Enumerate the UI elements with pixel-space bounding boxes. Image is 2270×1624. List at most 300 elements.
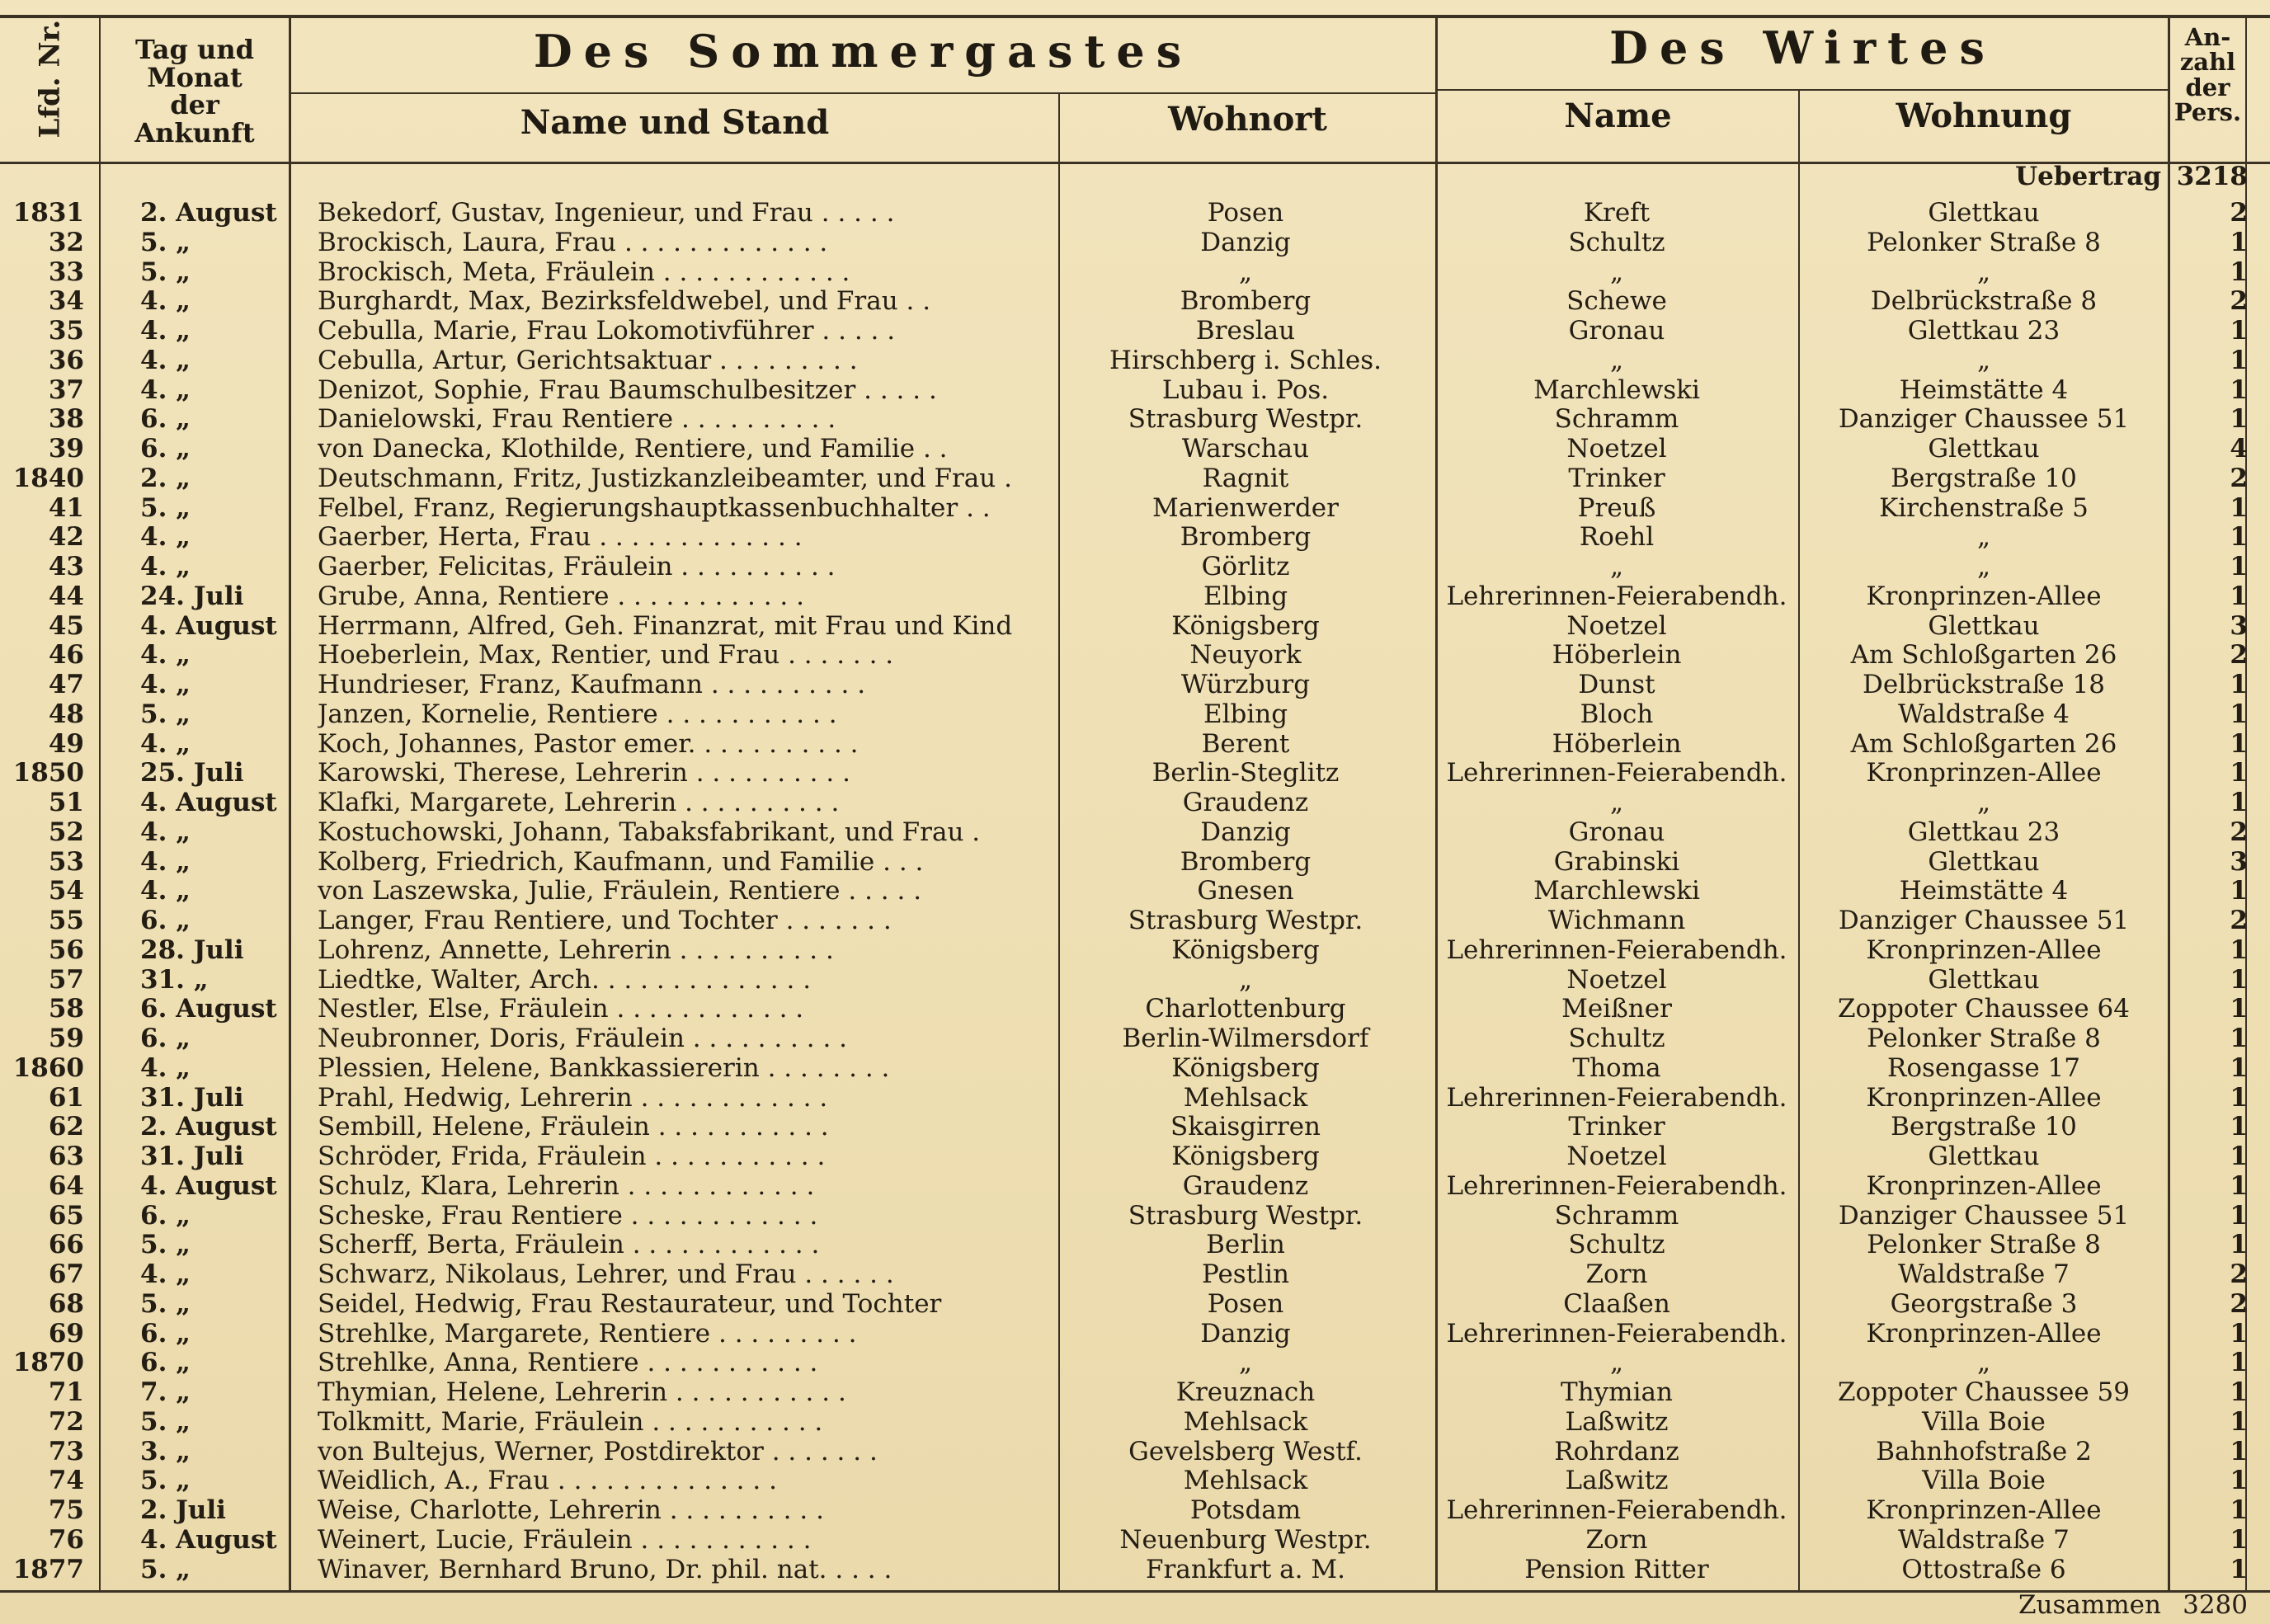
entry-number: 48 (48, 699, 84, 729)
person-count: 2 (2230, 198, 2248, 228)
host-name: Kreft (1583, 198, 1651, 228)
arrival-date: 4. „ (140, 286, 191, 317)
guest-name: Seidel, Hedwig, Frau Restaurateur, und Tochter (318, 1288, 942, 1319)
person-count: 2 (2230, 1259, 2248, 1289)
entry-number: 32 (48, 227, 84, 257)
arrival-date: 2. „ (140, 463, 191, 493)
person-count: 1 (2230, 1406, 2248, 1437)
person-count: 1 (2230, 1318, 2248, 1349)
person-count: 1 (2230, 1495, 2248, 1525)
table-row (0, 847, 2270, 877)
person-count: 1 (2230, 581, 2248, 611)
arrival-date: 2. Juli (140, 1495, 226, 1525)
host-name: Noetzel (1566, 434, 1667, 464)
guest-residence: „ (1238, 964, 1253, 995)
table-row (0, 670, 2270, 699)
host-address: Pelonker Straße 8 (1867, 1024, 2101, 1053)
host-name: Höberlein (1552, 640, 1682, 671)
header-anzahl-line-2: zahl (2179, 48, 2236, 77)
entry-number: 1840 (12, 463, 84, 493)
host-name: Meißner (1561, 994, 1672, 1024)
guest-residence: Bromberg (1180, 522, 1312, 553)
person-count: 1 (2230, 552, 2248, 581)
entry-number: 75 (48, 1495, 84, 1525)
host-address: Zoppoter Chaussee 59 (1838, 1377, 2130, 1407)
table-row (0, 876, 2270, 906)
guest-residence: Bromberg (1180, 846, 1312, 877)
host-address: Georgstraße 3 (1890, 1288, 2078, 1319)
host-address: „ (1976, 522, 1991, 553)
host-address: Pelonker Straße 8 (1867, 227, 2101, 257)
arrival-date: 4. „ (140, 670, 191, 699)
person-count: 1 (2230, 758, 2248, 788)
entry-number: 44 (48, 581, 84, 611)
guest-residence: Breslau (1195, 316, 1296, 346)
person-count: 1 (2230, 994, 2248, 1024)
guest-residence: Gevelsberg Westf. (1128, 1436, 1363, 1466)
host-name: Lehrerinnen-Feierabendh. (1446, 1170, 1787, 1201)
host-name: Lehrerinnen-Feierabendh. (1446, 581, 1787, 611)
guest-name: Neubronner, Doris, Fräulein . . . . . . . . . . (318, 1024, 848, 1053)
table-row (0, 198, 2270, 228)
guest-residence: Berlin-Wilmersdorf (1122, 1024, 1369, 1053)
guest-residence: Würzburg (1180, 670, 1311, 699)
guest-name: Danielowski, Frau Rentiere . . . . . . . . . . (318, 404, 836, 435)
entry-number: 41 (48, 492, 84, 523)
table-row (0, 935, 2270, 965)
guest-name: Prahl, Hedwig, Lehrerin . . . . . . . . . . . . (318, 1082, 828, 1113)
host-name: Schramm (1554, 404, 1679, 435)
header-tag-line-4: Ankunft (134, 116, 255, 148)
arrival-date: 4. „ (140, 522, 191, 553)
person-count: 1 (2230, 404, 2248, 435)
guest-residence: Neuyork (1189, 640, 1302, 671)
host-address: Heimstätte 4 (1899, 374, 2069, 405)
table-row (0, 788, 2270, 817)
guest-residence: Berlin (1206, 1230, 1285, 1260)
guest-residence: Elbing (1203, 581, 1288, 611)
person-count: 1 (2230, 1436, 2248, 1466)
arrival-date: 3. „ (140, 1436, 191, 1466)
host-address: Delbrückstraße 18 (1863, 670, 2105, 699)
arrival-date: 5. „ (140, 1230, 191, 1260)
header-anzahl (2170, 25, 2245, 125)
total-value: 3280 (2183, 1590, 2248, 1620)
table-row (0, 1053, 2270, 1083)
entry-number: 63 (48, 1142, 84, 1171)
entry-number: 58 (48, 994, 84, 1024)
entry-number: 74 (48, 1466, 84, 1496)
table-row (0, 1112, 2270, 1142)
table-row (0, 1495, 2270, 1525)
host-name: Thymian (1561, 1377, 1673, 1407)
guest-residence: Berlin-Steglitz (1151, 758, 1340, 788)
host-name: „ (1609, 345, 1624, 375)
entry-number: 42 (48, 522, 84, 553)
host-name: „ (1609, 257, 1624, 287)
entry-number: 39 (48, 434, 84, 464)
header-tag-line-1: Tag und (135, 34, 254, 65)
header-tag-line-2: Monat (147, 61, 243, 93)
host-address: Glettkau (1928, 610, 2040, 641)
table-row (0, 994, 2270, 1024)
top-rule (0, 15, 2270, 18)
entry-number: 73 (48, 1436, 84, 1466)
host-address: Bergstraße 10 (1891, 1112, 2077, 1142)
guest-residence: Danzig (1200, 227, 1291, 257)
table-row (0, 640, 2270, 670)
host-address: Glettkau (1928, 846, 2040, 877)
header-name-stand: Name und Stand (520, 103, 830, 142)
host-name: Preuß (1577, 492, 1656, 523)
guest-name: Grube, Anna, Rentiere . . . . . . . . . . . . (318, 581, 804, 611)
host-address: „ (1976, 1348, 1991, 1378)
arrival-date: 24. Juli (140, 581, 244, 611)
guest-name: von Laszewska, Julie, Fräulein, Rentiere . . . . . (318, 876, 922, 906)
host-address: Kronprinzen-Allee (1866, 758, 2102, 788)
guest-name: Koch, Johannes, Pastor emer. . . . . . . . . . . (318, 728, 859, 759)
host-name: „ (1609, 1348, 1624, 1378)
guest-name: Weinert, Lucie, Fräulein . . . . . . . . . . . (318, 1524, 812, 1555)
arrival-date: 4. „ (140, 1259, 191, 1289)
person-count: 3 (2230, 610, 2248, 641)
guest-name: Tolkmitt, Marie, Fräulein . . . . . . . . . . . (318, 1406, 823, 1437)
table-row (0, 1289, 2270, 1319)
arrival-date: 28. Juli (140, 934, 244, 965)
person-count: 1 (2230, 1052, 2248, 1083)
table-row (0, 965, 2270, 995)
arrival-date: 5. „ (140, 699, 191, 729)
arrival-date: 4. „ (140, 640, 191, 671)
host-name: Schultz (1568, 227, 1665, 257)
person-count: 1 (2230, 1554, 2248, 1584)
table-row (0, 1142, 2270, 1171)
host-address: Kronprinzen-Allee (1866, 581, 2102, 611)
entry-number: 52 (48, 817, 84, 847)
host-name: Zorn (1585, 1524, 1648, 1555)
person-count: 1 (2230, 670, 2248, 699)
table-row (0, 1407, 2270, 1437)
entry-number: 43 (48, 552, 84, 581)
guest-residence: Graudenz (1182, 1170, 1309, 1201)
host-name: Höberlein (1552, 728, 1682, 759)
host-address: Am Schloßgarten 26 (1850, 728, 2117, 759)
guest-name: Thymian, Helene, Lehrerin . . . . . . . . . . . (318, 1377, 846, 1407)
table-row (0, 404, 2270, 434)
table-row (0, 346, 2270, 375)
host-address: Kronprinzen-Allee (1866, 1082, 2102, 1113)
guest-name: Denizot, Sophie, Frau Baumschulbesitzer . . . . . (318, 374, 937, 405)
table-row (0, 257, 2270, 287)
table-row (0, 1259, 2270, 1289)
header-wirt: Des Wirtes (1609, 21, 1996, 74)
guest-name: Burghardt, Max, Bezirksfeldwebel, und Frau . . (318, 286, 931, 317)
arrival-date: 4. „ (140, 728, 191, 759)
host-address: Glettkau (1928, 1142, 2040, 1171)
host-address: „ (1976, 345, 1991, 375)
guest-residence: Berent (1201, 728, 1290, 759)
entry-number: 56 (48, 934, 84, 965)
host-name: Roehl (1579, 522, 1655, 553)
guest-residence: Graudenz (1182, 788, 1309, 817)
person-count: 3 (2230, 846, 2248, 877)
guest-residence: Königsberg (1171, 934, 1320, 965)
guest-name: Winaver, Bernhard Bruno, Dr. phil. nat. . . . . (318, 1554, 892, 1584)
guest-name: Sembill, Helene, Fräulein . . . . . . . . . . . (318, 1112, 829, 1142)
person-count: 1 (2230, 345, 2248, 375)
host-name: Lehrerinnen-Feierabendh. (1446, 1082, 1787, 1113)
arrival-date: 4. „ (140, 374, 191, 405)
host-name: „ (1609, 788, 1624, 817)
arrival-date: 4. „ (140, 876, 191, 906)
arrival-date: 6. „ (140, 1200, 191, 1231)
guest-residence: Pestlin (1202, 1259, 1289, 1289)
guest-name: Strehlke, Anna, Rentiere . . . . . . . . . . . (318, 1348, 818, 1378)
guest-name: Cebulla, Marie, Frau Lokomotivführer . . . . . (318, 316, 896, 346)
table-row (0, 1230, 2270, 1259)
entry-number: 36 (48, 345, 84, 375)
guest-name: von Bultejus, Werner, Postdirektor . . . . . . . (318, 1436, 878, 1466)
arrival-date: 31. Juli (140, 1142, 244, 1171)
header-anzahl-line-1: An- (2184, 23, 2231, 51)
arrival-date: 5. „ (140, 227, 191, 257)
guest-name: Weise, Charlotte, Lehrerin . . . . . . . . . . (318, 1495, 824, 1525)
guest-residence: Warschau (1181, 434, 1310, 464)
person-count: 1 (2230, 1348, 2248, 1378)
entry-number: 46 (48, 640, 84, 671)
guest-residence: Strasburg Westpr. (1128, 906, 1363, 935)
host-name: „ (1609, 552, 1624, 581)
guest-residence: Marienwerder (1152, 492, 1339, 523)
table-row (0, 1083, 2270, 1113)
host-name: Trinker (1568, 463, 1665, 493)
host-address: Bergstraße 10 (1891, 463, 2077, 493)
guest-name: Gaerber, Herta, Frau . . . . . . . . . . . . . (318, 522, 803, 553)
person-count: 2 (2230, 817, 2248, 847)
entry-number: 57 (48, 964, 84, 995)
host-name: Schramm (1554, 1200, 1679, 1231)
table-row (0, 316, 2270, 346)
arrival-date: 5. „ (140, 257, 191, 287)
entry-number: 37 (48, 374, 84, 405)
host-name: Pension Ritter (1524, 1554, 1709, 1584)
guest-residence: Danzig (1200, 1318, 1291, 1349)
table-row (0, 375, 2270, 405)
guest-residence: Lubau i. Pos. (1161, 374, 1330, 405)
host-name: Marchlewski (1533, 374, 1700, 405)
host-name: Noetzel (1566, 964, 1667, 995)
guest-residence: Neuenburg Westpr. (1119, 1524, 1372, 1555)
host-name: Lehrerinnen-Feierabendh. (1446, 934, 1787, 965)
person-count: 1 (2230, 964, 2248, 995)
host-name: Lehrerinnen-Feierabendh. (1446, 1495, 1787, 1525)
guest-name: Hoeberlein, Max, Rentier, und Frau . . . . . . . (318, 640, 894, 671)
host-name: Zorn (1585, 1259, 1648, 1289)
person-count: 1 (2230, 1524, 2248, 1555)
table-row (0, 1377, 2270, 1407)
arrival-date: 4. „ (140, 846, 191, 877)
table-row (0, 817, 2270, 847)
guest-name: Hundrieser, Franz, Kaufmann . . . . . . . . . . (318, 670, 866, 699)
guest-residence: „ (1238, 257, 1253, 287)
entry-number: 1831 (12, 198, 84, 228)
person-count: 2 (2230, 640, 2248, 671)
guest-name: Scheske, Frau Rentiere . . . . . . . . . . . . (318, 1200, 818, 1231)
table-row (0, 1348, 2270, 1377)
guest-name: Plessien, Helene, Bankkassiererin . . . . . . . . (318, 1052, 890, 1083)
host-name: Grabinski (1553, 846, 1680, 877)
host-address: Ottostraße 6 (1901, 1554, 2066, 1584)
guest-name: Klafki, Margarete, Lehrerin . . . . . . . . . . (318, 788, 840, 817)
arrival-date: 6. „ (140, 1318, 191, 1349)
host-name: Bloch (1580, 699, 1654, 729)
host-address: Glettkau (1928, 434, 2040, 464)
host-address: Waldstraße 7 (1898, 1524, 2070, 1555)
guest-name: Liedtke, Walter, Arch. . . . . . . . . . . . . . (318, 964, 812, 995)
arrival-date: 25. Juli (140, 758, 244, 788)
guest-name: Schröder, Frida, Fräulein . . . . . . . . . . . (318, 1142, 826, 1171)
entry-number: 68 (48, 1288, 84, 1319)
arrival-date: 31. „ (140, 964, 209, 995)
host-name: Lehrerinnen-Feierabendh. (1446, 1318, 1787, 1349)
entry-number: 51 (48, 788, 84, 817)
guest-name: Weidlich, A., Frau . . . . . . . . . . . . . . (318, 1466, 777, 1496)
subheader-rule-right (1435, 89, 2169, 91)
entry-number: 49 (48, 728, 84, 759)
arrival-date: 4. „ (140, 817, 191, 847)
arrival-date: 2. August (140, 198, 277, 228)
arrival-date: 6. „ (140, 1348, 191, 1378)
host-address: Delbrückstraße 8 (1870, 286, 2098, 317)
arrival-date: 6. „ (140, 906, 191, 935)
guest-residence: Königsberg (1171, 1052, 1320, 1083)
host-address: Rosengasse 17 (1886, 1052, 2080, 1083)
host-address: Glettkau 23 (1907, 817, 2060, 847)
guest-name: Nestler, Else, Fräulein . . . . . . . . . . . . (318, 994, 804, 1024)
guest-residence: Bromberg (1180, 286, 1312, 317)
entry-number: 66 (48, 1230, 84, 1260)
arrival-date: 5. „ (140, 1466, 191, 1496)
entry-number: 35 (48, 316, 84, 346)
table-row (0, 1024, 2270, 1053)
guest-residence: Ragnit (1202, 463, 1289, 493)
entry-number: 64 (48, 1170, 84, 1201)
host-name: Gronau (1568, 817, 1665, 847)
host-name: Trinker (1568, 1112, 1665, 1142)
person-count: 1 (2230, 227, 2248, 257)
guest-residence: Görlitz (1201, 552, 1290, 581)
arrival-date: 4. August (140, 1170, 277, 1201)
guest-residence: Königsberg (1171, 1142, 1320, 1171)
table-row (0, 581, 2270, 611)
person-count: 1 (2230, 257, 2248, 287)
header-anzahl-line-4: Pers. (2173, 98, 2242, 127)
arrival-date: 2. August (140, 1112, 277, 1142)
guest-residence: Gnesen (1197, 876, 1294, 906)
host-address: Danziger Chaussee 51 (1838, 404, 2130, 435)
table-row (0, 434, 2270, 464)
host-name: Dunst (1578, 670, 1655, 699)
guest-name: Kostuchowski, Johann, Tabaksfabrikant, und Frau . (318, 817, 981, 847)
person-count: 1 (2230, 492, 2248, 523)
header-bottom-rule (0, 162, 2270, 164)
guest-name: Schwarz, Nikolaus, Lehrer, und Frau . . . . . . (318, 1259, 894, 1289)
entry-number: 38 (48, 404, 84, 435)
entry-number: 55 (48, 906, 84, 935)
arrival-date: 31. Juli (140, 1082, 244, 1113)
host-name: Marchlewski (1533, 876, 1700, 906)
host-address: „ (1976, 257, 1991, 287)
host-name: Laßwitz (1565, 1466, 1669, 1496)
arrival-date: 5. „ (140, 1554, 191, 1584)
guest-name: Lohrenz, Annette, Lehrerin . . . . . . . . . . (318, 934, 834, 965)
host-address: Kronprinzen-Allee (1866, 1318, 2102, 1349)
person-count: 1 (2230, 1024, 2248, 1053)
entry-number: 62 (48, 1112, 84, 1142)
table-row (0, 1171, 2270, 1201)
arrival-date: 7. „ (140, 1377, 191, 1407)
guest-residence: Königsberg (1171, 610, 1320, 641)
guest-residence: Mehlsack (1183, 1406, 1308, 1437)
guest-residence: Skaisgirren (1170, 1112, 1321, 1142)
guest-name: Herrmann, Alfred, Geh. Finanzrat, mit Frau und Kind (318, 610, 1013, 641)
table-row (0, 228, 2270, 257)
guest-name: Felbel, Franz, Regierungshauptkassenbuchhalter . . (318, 492, 991, 523)
entry-number: 1860 (12, 1052, 84, 1083)
guest-name: Scherff, Berta, Fräulein . . . . . . . . . . . . (318, 1230, 820, 1260)
guest-residence: Mehlsack (1183, 1082, 1308, 1113)
arrival-date: 6. „ (140, 434, 191, 464)
arrival-date: 5. „ (140, 492, 191, 523)
guest-residence: Hirschberg i. Schles. (1109, 345, 1382, 375)
entry-number: 1877 (12, 1554, 84, 1584)
guest-name: von Danecka, Klothilde, Rentiere, und Familie . . (318, 434, 948, 464)
guest-residence: Frankfurt a. M. (1146, 1554, 1345, 1584)
entry-number: 72 (48, 1406, 84, 1437)
host-address: Heimstätte 4 (1899, 876, 2069, 906)
header-sommergast: Des Sommergastes (533, 25, 1194, 78)
host-name: Wichmann (1547, 906, 1686, 935)
person-count: 1 (2230, 374, 2248, 405)
host-name: Gronau (1568, 316, 1665, 346)
table-row (0, 758, 2270, 788)
guest-residence: Elbing (1203, 699, 1288, 729)
subheader-rule-left (289, 92, 1435, 94)
entry-number: 71 (48, 1377, 84, 1407)
host-address: Am Schloßgarten 26 (1850, 640, 2117, 671)
person-count: 2 (2230, 463, 2248, 493)
arrival-date: 5. „ (140, 1288, 191, 1319)
host-name: Claaßen (1563, 1288, 1670, 1319)
table-row (0, 1437, 2270, 1466)
uebertrag-label: Uebertrag (2015, 162, 2161, 191)
person-count: 1 (2230, 522, 2248, 553)
entry-number: 47 (48, 670, 84, 699)
entry-number: 53 (48, 846, 84, 877)
arrival-date: 4. August (140, 610, 277, 641)
guest-residence: Mehlsack (1183, 1466, 1308, 1496)
host-address: Glettkau 23 (1907, 316, 2060, 346)
host-address: Glettkau (1928, 198, 2040, 228)
guest-name: Karowski, Therese, Lehrerin . . . . . . . . . . (318, 758, 850, 788)
arrival-date: 4. „ (140, 345, 191, 375)
table-row (0, 1555, 2270, 1584)
entry-number: 1870 (12, 1348, 84, 1378)
guest-name: Schulz, Klara, Lehrerin . . . . . . . . . . . . (318, 1170, 815, 1201)
entry-number: 33 (48, 257, 84, 287)
person-count: 4 (2230, 434, 2248, 464)
host-name: Laßwitz (1565, 1406, 1669, 1437)
